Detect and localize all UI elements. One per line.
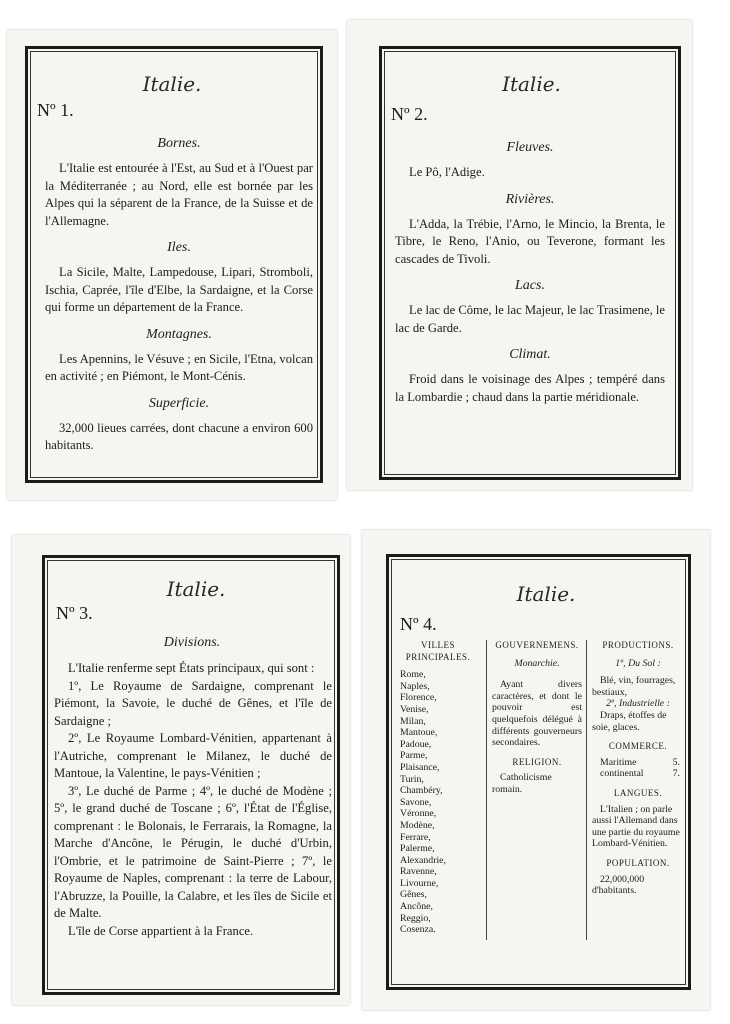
city: Florence, bbox=[400, 692, 437, 704]
city: Véronne, bbox=[400, 808, 437, 820]
maritime-value: 5. bbox=[672, 756, 680, 768]
population-heading: POPULATION. bbox=[606, 857, 670, 868]
city: Alexandrie, bbox=[400, 854, 446, 866]
section-heading: Lacs. bbox=[515, 278, 545, 293]
card-1-number: Nº 1. bbox=[37, 100, 74, 120]
productions-column bbox=[592, 640, 684, 980]
card-3-title: Italie. bbox=[166, 577, 226, 601]
city: Cosenza. bbox=[400, 924, 436, 936]
card-1-title: Italie. bbox=[142, 72, 202, 96]
religion-text: Catholicisme romain. bbox=[492, 772, 552, 795]
column-divider bbox=[586, 640, 587, 940]
government-column bbox=[492, 640, 582, 980]
sol-text: Blé, vin, fourrages, bestiaux, bbox=[592, 675, 676, 698]
city: Ravenne, bbox=[400, 866, 437, 878]
section-heading: Bornes. bbox=[157, 136, 201, 151]
languages-heading: LANGUES. bbox=[613, 787, 663, 798]
paragraph: L'île de Corse appartient à la France. bbox=[68, 923, 254, 938]
government-text: Ayant divers caractères, et dont le pouvoir est quelquefois délégué à différents gouverneurs secondaires. bbox=[492, 679, 582, 749]
commerce-heading: COMMERCE. bbox=[608, 741, 668, 752]
card-3-heading: Divisions. bbox=[163, 635, 221, 650]
card-4-number: Nº 4. bbox=[400, 614, 437, 634]
paragraph: 3º, Le duché de Parme ; 4º, le duché de Modène ; 5º, le grand duché de Toscane ; 6º, l'État de l'Église, comprenant : le Bolonais, le Ferrarais, la Romagne, la Marche d'Ancône, le Pérugin, le duché d'Urbin, l'Ombrie, et le patrimoine de Saint-Pierre ; 7º, le Royaume de Naples, comprenant : la terre de Labour, l'Abruzze, la Pouille, la Calabre, et les îles de Sicile et de Malte. bbox=[54, 783, 332, 920]
city: Chambéry, bbox=[400, 785, 443, 797]
city: Turin, bbox=[400, 773, 424, 785]
section-heading: Rivières. bbox=[505, 191, 555, 207]
continental-label: continental bbox=[600, 768, 644, 780]
sol-label: 1º, Du Sol : bbox=[615, 657, 661, 669]
section-text: Le lac de Côme, le lac Majeur, le lac Trasimene, le lac de Garde. bbox=[395, 303, 665, 335]
section-text: Le Pô, l'Adige. bbox=[409, 165, 485, 179]
languages-text: L'Italien ; on parle aussi l'Allemand dans une partie du royaume Lombard-Vénitien. bbox=[592, 803, 680, 850]
paragraph: L'Italie renferme sept États principaux, qui sont : bbox=[68, 661, 315, 675]
section-heading: Fleuves. bbox=[506, 140, 554, 155]
column-divider bbox=[486, 640, 487, 940]
city: Milan, bbox=[400, 715, 426, 727]
section-heading: Climat. bbox=[509, 347, 551, 362]
continental-value: 7. bbox=[672, 768, 680, 780]
city: Modène, bbox=[400, 819, 435, 831]
city: Gênes, bbox=[400, 889, 427, 901]
card-3-number: Nº 3. bbox=[56, 603, 93, 623]
city: Ancône, bbox=[400, 901, 433, 913]
city: Padoue, bbox=[400, 738, 432, 750]
section-text: L'Italie est entourée à l'Est, au Sud et à l'Ouest par la Méditerranée ; au Nord, elle est bornée par les Alpes qui la séparent de la France, de la Suisse et de l'Allemagne. bbox=[45, 161, 313, 228]
section-heading: Superficie. bbox=[148, 395, 210, 411]
card-2 bbox=[347, 20, 692, 490]
cities-list bbox=[394, 669, 482, 936]
section-text: La Sicile, Malte, Lampedouse, Lipari, Stromboli, Ischia, Caprée, l'île d'Elbe, la Sardaigne, et la Corse qui forme un département de la France. bbox=[45, 265, 313, 314]
population-text: 22,000,000 d'habitants. bbox=[592, 873, 645, 897]
city: Savone, bbox=[400, 796, 432, 808]
card-3 bbox=[12, 535, 350, 1005]
card-1-content bbox=[45, 126, 313, 455]
commerce-continental bbox=[592, 768, 684, 780]
maritime-label: Maritime bbox=[600, 756, 637, 768]
government-type: Monarchie. bbox=[514, 657, 560, 669]
paragraph: 2º, Le Royaume Lombard-Vénitien, appartenant à l'Autriche, comprenant le Milanez, le duché de Mantoue, la Valentine, le pays-Vénitien ; bbox=[54, 731, 332, 780]
government-heading: GOUVERNEMENS. bbox=[495, 640, 579, 650]
card-2-title: Italie. bbox=[502, 72, 561, 96]
productions-heading: PRODUCTIONS. bbox=[602, 640, 674, 650]
city: Rome, bbox=[400, 669, 426, 681]
section-heading: Iles. bbox=[167, 240, 191, 255]
city: Palerme, bbox=[400, 843, 435, 855]
city: Ferrare, bbox=[400, 831, 431, 843]
paragraph: 1º, Le Royaume de Sardaigne, comprenant le Piémont, la Savoie, le duché de Gênes, et l'île de Sardaigne ; bbox=[54, 678, 332, 728]
card-4-title: Italie. bbox=[516, 582, 576, 606]
industry-label: 2º, Industrielle : bbox=[606, 698, 670, 710]
cities-heading: VILLES PRINCIPALES. bbox=[405, 640, 471, 662]
card-4 bbox=[362, 530, 710, 1010]
city: Plaisance, bbox=[400, 761, 440, 773]
section-text: Les Apennins, le Vésuve ; en Sicile, l'Etna, volcan en activité ; en Piémont, le Mont-Cénis. bbox=[45, 351, 313, 383]
city: Parme, bbox=[400, 750, 428, 762]
card-3-content bbox=[54, 660, 332, 940]
city: Naples, bbox=[400, 680, 430, 692]
city: Reggio, bbox=[400, 912, 431, 924]
card-2-content bbox=[395, 130, 665, 406]
city: Venise, bbox=[400, 703, 429, 715]
section-text: 32,000 lieues carrées, dont chacune a environ 600 habitants. bbox=[45, 420, 313, 452]
industry-text: Draps, étoffes de soie, glaces. bbox=[592, 709, 667, 733]
section-heading: Montagnes. bbox=[146, 326, 212, 342]
city: Mantoue, bbox=[400, 727, 438, 739]
city: Livourne, bbox=[400, 877, 439, 889]
card-1 bbox=[7, 30, 337, 500]
religion-heading: RELIGION. bbox=[512, 756, 562, 767]
commerce-maritime bbox=[592, 757, 684, 769]
section-text: L'Adda, la Trébie, l'Arno, le Mincio, la Brenta, le Tibre, le Reno, l'Anio, ou Teverone, formant les cascades de Tivoli. bbox=[395, 216, 665, 266]
cities-column bbox=[394, 640, 482, 980]
card-2-number: Nº 2. bbox=[391, 104, 428, 124]
card-4-table bbox=[394, 640, 684, 980]
section-text: Froid dans le voisinage des Alpes ; tempéré dans la Lombardie ; chaud dans la partie méridionale. bbox=[395, 372, 665, 404]
